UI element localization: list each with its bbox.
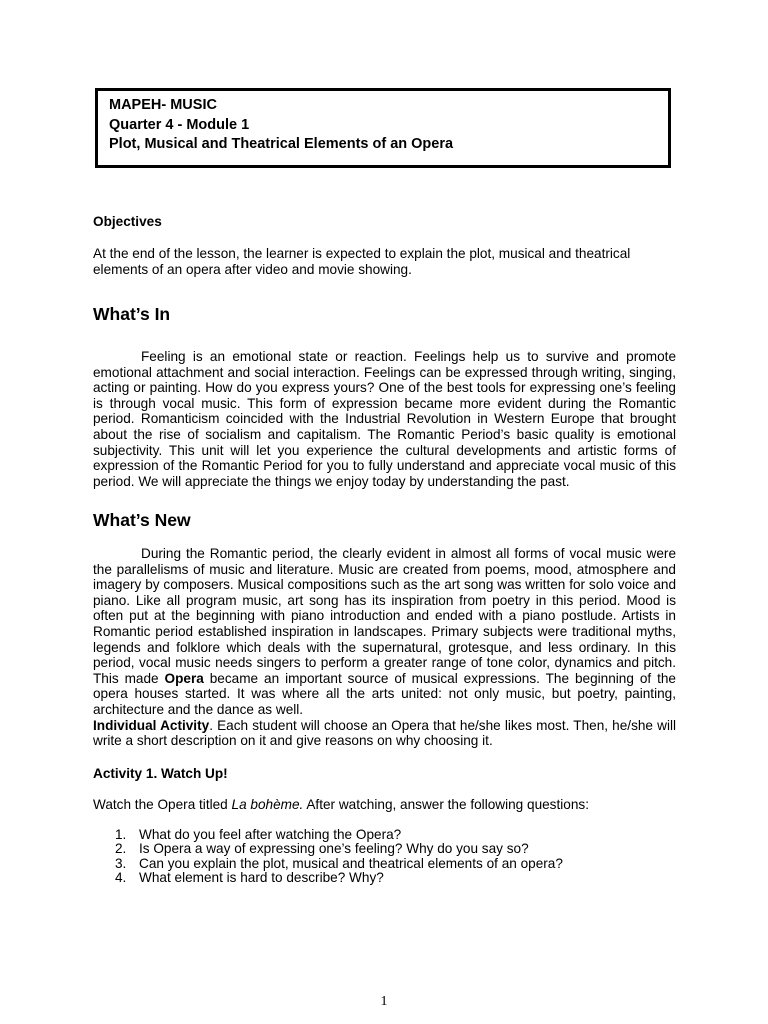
activity-intro: Watch the Opera titled La bohème. After watching, answer the following questions: — [93, 797, 589, 812]
individual-activity-label: Individual Activity — [93, 717, 210, 733]
activity-heading: Activity 1. Watch Up! — [93, 766, 228, 781]
list-item: 3. Can you explain the plot, musical and theatrical elements of an opera? — [115, 855, 563, 871]
page-number: 1 — [380, 994, 388, 1009]
module-title-box — [95, 88, 671, 168]
whats-new-text-a: During the Romantic period, the clearly evident in almost all forms of vocal music were the parallelisms of music and literature. Music are created from poems, mood, atmosphere and imagery by composers. Musical compositions such as the art song was written for solo voice and piano. Like all program music, art song has its inspiration from poetry in this period. Mood is often put at the beginning with piano introduction and ended with a piano postlude. Artists in Romantic period established inspiration in landscapes. Primary subjects were traditional myths, legends and folklore which deals with the supernatural, grotesque, and less ordinary. In this period, vocal music needs singers to perform a greater range of tone color, dynamics and pitch. This made — [93, 546, 676, 686]
whats-new-text-b: became an important source of musical expressions. The beginning of the opera houses started. It was where all the arts united: not only music, but poetry, painting, architecture and the dance as well. — [93, 670, 676, 717]
quarter-module-title: Quarter 4 - Module 1 — [109, 116, 250, 133]
question-list — [115, 828, 675, 885]
whats-new-heading: What’s New — [93, 510, 191, 530]
opera-keyword: Opera — [164, 670, 204, 686]
list-item: 2. Is Opera a way of expressing one’s feeling? Why do you say so? — [115, 841, 529, 857]
whats-new-paragraph — [93, 546, 676, 749]
lesson-title: Plot, Musical and Theatrical Elements of an Opera — [109, 136, 454, 152]
whats-in-heading: What’s In — [93, 304, 171, 324]
whats-in-paragraph: Feeling is an emotional state or reaction. Feelings help us to survive and promote emotional attachment and social interaction. Feelings can be expressed through writing, singing, acting or painting. How do you express yours? One of the best tools for expressing one’s feeling is through vocal music. This form of expression became more evident during the Romantic period. Romanticism coincided with the Industrial Revolution in Western Europe that brought about the rise of socialism and capitalism. The Romantic Period’s basic quality is emotional subjectivity. This unit will let you experience the cultural developments and artistic forms of expression of the Romantic Period for you to fully understand and appreciate vocal music of this period. We will appreciate the things we enjoy today by understanding the past. — [93, 349, 676, 489]
list-item: 4. What element is hard to describe? Why? — [115, 869, 384, 885]
opera-title: La bohème. — [231, 797, 304, 812]
individual-activity-text: . Each student will choose an Opera that he/she likes most. Then, he/she will write a short description on it and give reasons on why choosing it. — [93, 717, 677, 749]
objectives-heading: Objectives — [93, 214, 162, 229]
subject-title: MAPEH- MUSIC — [109, 97, 217, 113]
list-item: 1. What do you feel after watching the Opera? — [115, 827, 402, 842]
objectives-text: At the end of the lesson, the learner is expected to explain the plot, musical and theatrical elements of an opera after video and movie showing. — [93, 246, 631, 277]
